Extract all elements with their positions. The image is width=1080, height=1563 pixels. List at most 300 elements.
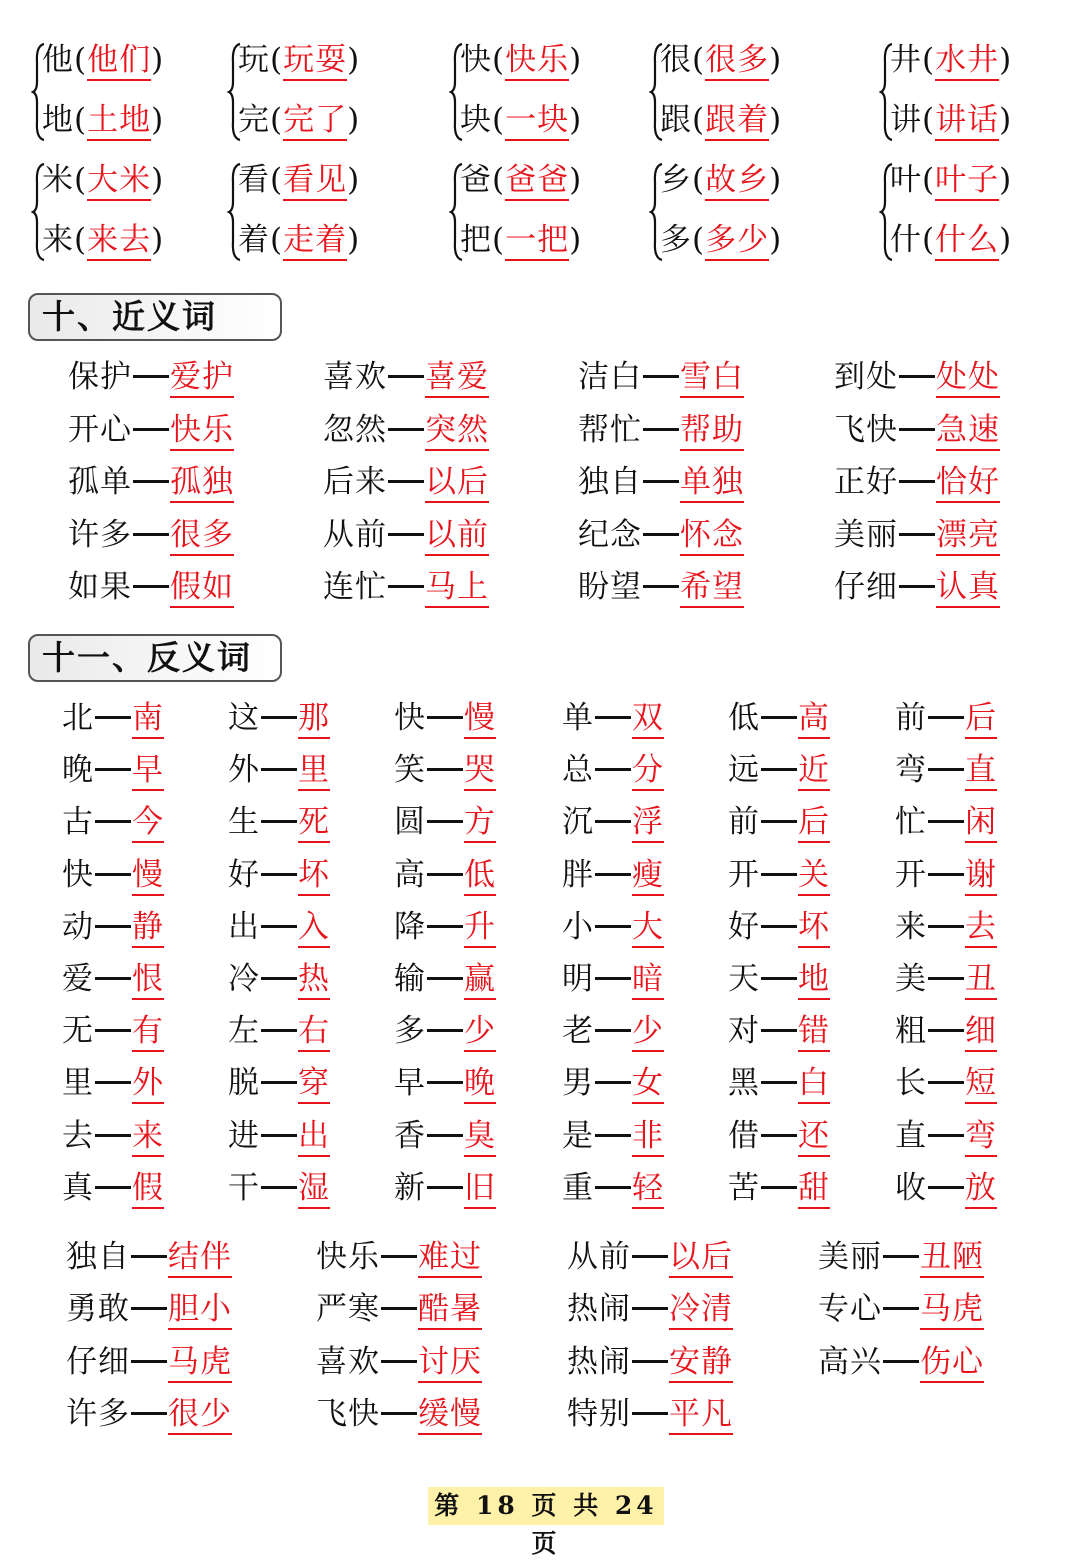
synonym-pair	[834, 409, 1000, 451]
answer-word: 伤心	[920, 1344, 984, 1383]
char-pair-row	[42, 100, 164, 140]
dash-separator	[133, 585, 169, 588]
word: 干	[228, 1169, 260, 1206]
answer-word: 今	[132, 804, 164, 843]
dash-separator	[427, 1186, 463, 1189]
dash-separator	[95, 820, 131, 823]
synonym-pair	[834, 461, 1000, 503]
dash-separator	[261, 716, 297, 719]
dash-separator	[595, 1081, 631, 1084]
answer-word: 以后	[669, 1239, 733, 1278]
answer-word: 慢	[464, 700, 496, 739]
dash-separator	[95, 873, 131, 876]
base-char: 他	[42, 42, 74, 78]
dash-separator	[899, 585, 935, 588]
answer-word: 叶子	[935, 162, 999, 201]
dash-separator	[761, 1134, 797, 1137]
word: 从前	[567, 1239, 631, 1275]
close-paren: )	[769, 162, 783, 198]
antonym-pair	[562, 1115, 664, 1157]
answer-word: 升	[464, 909, 496, 948]
dash-separator	[928, 1134, 964, 1137]
dash-separator	[261, 925, 297, 928]
word: 真	[62, 1169, 94, 1206]
antonym-word-pair	[818, 1236, 984, 1278]
dash-separator	[883, 1307, 919, 1310]
answer-word: 玩耍	[283, 42, 347, 81]
synonym-pair	[68, 461, 234, 503]
antonym-pair	[62, 1010, 164, 1052]
word: 许多	[66, 1395, 130, 1432]
answer-word: 什么	[935, 222, 999, 261]
antonym-pair	[62, 801, 164, 843]
dash-separator	[261, 1134, 297, 1137]
word: 高兴	[818, 1343, 882, 1380]
answer-word: 南	[132, 700, 164, 739]
base-char: 什	[890, 222, 922, 258]
word: 忙	[895, 804, 927, 841]
answer-word: 马虎	[920, 1291, 984, 1330]
antonym-pair	[228, 1167, 330, 1209]
close-paren: )	[151, 42, 165, 78]
dash-separator	[632, 1412, 668, 1415]
synonym-pair	[834, 356, 1000, 398]
section-title-antonyms: 十一、反义词	[28, 634, 282, 682]
dash-separator	[133, 428, 169, 431]
answer-word: 还	[798, 1118, 830, 1157]
answer-word: 关	[798, 857, 830, 896]
answer-word: 很少	[168, 1396, 232, 1435]
dash-separator	[95, 1029, 131, 1032]
char-pair-group	[650, 160, 840, 264]
answer-word: 丑	[965, 961, 997, 1000]
word: 收	[895, 1169, 927, 1206]
open-paren: (	[74, 222, 88, 258]
char-pair-row	[238, 220, 360, 260]
word: 借	[728, 1117, 760, 1154]
antonym-pair	[728, 1010, 830, 1052]
word: 帮忙	[578, 411, 642, 448]
answer-word: 大米	[87, 162, 151, 201]
close-paren: )	[569, 42, 583, 78]
char-pair-row	[660, 160, 782, 200]
answer-word: 酷暑	[418, 1291, 482, 1330]
antonym-word-pair	[316, 1393, 482, 1435]
dash-separator	[427, 1029, 463, 1032]
answer-word: 故乡	[705, 162, 769, 201]
char-pair-row	[238, 40, 360, 80]
char-pair-group	[880, 160, 1070, 264]
char-pair-group	[450, 40, 640, 144]
word: 开心	[68, 411, 132, 448]
word: 前	[728, 804, 760, 841]
open-paren: (	[692, 42, 706, 78]
synonym-pair	[834, 514, 1000, 556]
word: 新	[394, 1169, 426, 1206]
word: 胖	[562, 856, 594, 893]
dash-separator	[381, 1307, 417, 1310]
word: 出	[228, 908, 260, 945]
word: 多	[394, 1013, 426, 1050]
word: 笑	[394, 752, 426, 789]
open-paren: (	[492, 222, 506, 258]
dash-separator	[928, 768, 964, 771]
antonym-pair	[394, 1010, 496, 1052]
answer-word: 右	[298, 1013, 330, 1052]
dash-separator	[427, 1134, 463, 1137]
dash-separator	[761, 873, 797, 876]
answer-word: 瘦	[632, 857, 664, 896]
dash-separator	[928, 716, 964, 719]
dash-separator	[595, 1186, 631, 1189]
answer-word: 坏	[298, 857, 330, 896]
open-paren: (	[692, 162, 706, 198]
word: 连忙	[323, 569, 387, 605]
synonym-pair	[68, 566, 234, 608]
synonym-pair	[578, 409, 744, 451]
answer-word: 高	[798, 700, 830, 739]
word: 沉	[562, 804, 594, 841]
word: 来	[895, 908, 927, 945]
antonym-pair	[562, 749, 664, 791]
answer-word: 弯	[965, 1118, 997, 1157]
answer-word: 那	[298, 700, 330, 739]
antonym-word-pair	[818, 1341, 984, 1383]
dash-separator	[381, 1412, 417, 1415]
antonym-pair	[728, 1062, 830, 1104]
dash-separator	[388, 480, 424, 483]
word: 对	[728, 1013, 760, 1050]
dash-separator	[131, 1307, 167, 1310]
antonym-pair	[895, 1115, 997, 1157]
dash-separator	[131, 1412, 167, 1415]
antonym-pair	[562, 801, 664, 843]
answer-word: 旧	[464, 1170, 496, 1209]
dash-separator	[95, 1186, 131, 1189]
close-paren: )	[347, 102, 361, 138]
dash-separator	[928, 1186, 964, 1189]
answer-word: 出	[298, 1118, 330, 1157]
dash-separator	[632, 1307, 668, 1310]
dash-separator	[761, 768, 797, 771]
antonym-pair	[562, 854, 664, 896]
word: 直	[895, 1117, 927, 1154]
base-char: 讲	[890, 102, 922, 138]
char-pair-row	[42, 40, 164, 80]
dash-separator	[131, 1255, 167, 1258]
answer-word: 雪白	[680, 359, 744, 398]
base-char: 地	[42, 102, 74, 138]
word: 古	[62, 804, 94, 841]
word: 远	[728, 752, 760, 789]
open-paren: (	[492, 162, 506, 198]
word: 冷	[228, 961, 260, 997]
word: 总	[562, 752, 594, 789]
dash-separator	[388, 533, 424, 536]
dash-separator	[95, 925, 131, 928]
close-paren: )	[769, 102, 783, 138]
antonym-pair	[562, 1062, 664, 1104]
open-paren: (	[922, 102, 936, 138]
answer-word: 孤独	[170, 464, 234, 503]
antonym-pair	[62, 1167, 164, 1209]
close-paren: )	[999, 222, 1013, 258]
page-footer: 第 18 页 共 24 页	[428, 1487, 664, 1525]
dash-separator	[883, 1360, 919, 1363]
answer-word: 很多	[170, 517, 234, 556]
dash-separator	[761, 820, 797, 823]
dash-separator	[899, 375, 935, 378]
antonym-pair	[62, 749, 164, 791]
dash-separator	[761, 977, 797, 980]
base-char: 跟	[660, 102, 692, 138]
base-char: 米	[42, 162, 74, 198]
close-paren: )	[347, 42, 361, 78]
word: 粗	[895, 1013, 927, 1050]
answer-word: 多少	[705, 222, 769, 261]
dash-separator	[381, 1255, 417, 1258]
answer-word: 来去	[87, 222, 151, 261]
answer-word: 后	[798, 804, 830, 843]
answer-word: 轻	[632, 1170, 664, 1209]
antonym-pair	[228, 1115, 330, 1157]
answer-word: 少	[464, 1013, 496, 1052]
dash-separator	[95, 1081, 131, 1084]
answer-word: 马上	[425, 569, 489, 608]
close-paren: )	[569, 162, 583, 198]
dash-separator	[761, 1029, 797, 1032]
antonym-pair	[228, 854, 330, 896]
answer-word: 少	[632, 1013, 664, 1052]
answer-word: 谢	[965, 857, 997, 896]
synonym-pair	[323, 566, 489, 608]
answer-word: 水井	[935, 42, 999, 81]
synonym-pair	[578, 461, 744, 503]
antonym-pair	[562, 697, 664, 739]
dash-separator	[427, 820, 463, 823]
close-paren: )	[999, 162, 1013, 198]
dash-separator	[427, 716, 463, 719]
word: 勇敢	[66, 1291, 130, 1328]
char-pair-group	[228, 160, 418, 264]
answer-word: 赢	[464, 961, 496, 1000]
answer-word: 结伴	[168, 1239, 232, 1278]
open-paren: (	[922, 162, 936, 198]
close-paren: )	[151, 162, 165, 198]
open-paren: (	[74, 162, 88, 198]
word: 北	[62, 700, 94, 736]
dash-separator	[131, 1360, 167, 1363]
answer-word: 女	[632, 1065, 664, 1104]
antonym-word-pair	[316, 1288, 482, 1330]
char-pair-row	[238, 160, 360, 200]
answer-word: 单独	[680, 464, 744, 503]
open-paren: (	[270, 222, 284, 258]
dash-separator	[643, 428, 679, 431]
word: 单	[562, 700, 594, 736]
antonym-pair	[728, 958, 830, 1000]
word: 晚	[62, 752, 94, 789]
antonym-word-pair	[567, 1393, 733, 1435]
synonym-pair	[323, 514, 489, 556]
antonym-word-pair	[66, 1393, 232, 1435]
dash-separator	[595, 820, 631, 823]
word: 进	[228, 1117, 260, 1154]
word: 重	[562, 1169, 594, 1206]
answer-word: 地	[798, 961, 830, 1000]
antonym-pair	[228, 801, 330, 843]
word: 快	[62, 856, 94, 893]
base-char: 很	[660, 42, 692, 78]
word: 仔细	[66, 1343, 130, 1380]
answer-word: 一块	[505, 102, 569, 141]
dash-separator	[643, 480, 679, 483]
close-paren: )	[151, 222, 165, 258]
word: 小	[562, 908, 594, 945]
answer-word: 暗	[632, 961, 664, 1000]
answer-word: 漂亮	[936, 517, 1000, 556]
synonym-pair	[578, 514, 744, 556]
synonym-pair	[323, 461, 489, 503]
answer-word: 去	[965, 909, 997, 948]
answer-word: 静	[132, 909, 164, 948]
antonym-pair	[228, 697, 330, 739]
dash-separator	[595, 1029, 631, 1032]
word: 正好	[834, 464, 898, 500]
dash-separator	[261, 977, 297, 980]
answer-word: 处处	[936, 359, 1000, 398]
char-pair-group	[650, 40, 840, 144]
answer-word: 平凡	[669, 1396, 733, 1435]
dash-separator	[928, 1029, 964, 1032]
antonym-pair	[895, 1167, 997, 1209]
answer-word: 死	[298, 804, 330, 843]
antonym-pair	[895, 906, 997, 948]
word: 热闹	[567, 1343, 631, 1380]
word: 喜欢	[316, 1343, 380, 1380]
word: 低	[728, 700, 760, 736]
antonym-pair	[228, 1010, 330, 1052]
answer-word: 土地	[87, 102, 151, 141]
answer-word: 短	[965, 1065, 997, 1104]
dash-separator	[388, 585, 424, 588]
antonym-pair	[728, 749, 830, 791]
antonym-word-pair	[567, 1236, 733, 1278]
answer-word: 双	[632, 700, 664, 739]
dash-separator	[595, 873, 631, 876]
char-pair-row	[42, 220, 164, 260]
antonym-pair	[895, 854, 997, 896]
char-pair-group	[32, 160, 222, 264]
dash-separator	[595, 977, 631, 980]
antonym-pair	[562, 1167, 664, 1209]
antonym-pair	[62, 854, 164, 896]
answer-word: 热	[298, 961, 330, 1000]
answer-word: 很多	[705, 42, 769, 81]
antonym-pair	[562, 958, 664, 1000]
word: 快	[394, 700, 426, 736]
base-char: 快	[460, 42, 492, 78]
antonym-pair	[394, 1115, 496, 1157]
base-char: 多	[660, 222, 692, 258]
word: 好	[728, 908, 760, 945]
dash-separator	[388, 428, 424, 431]
word: 高	[394, 856, 426, 893]
antonym-pair	[728, 854, 830, 896]
synonym-pair	[323, 409, 489, 451]
dash-separator	[928, 1081, 964, 1084]
open-paren: (	[492, 42, 506, 78]
answer-word: 大	[632, 909, 664, 948]
word: 这	[228, 700, 260, 736]
antonym-pair	[895, 801, 997, 843]
antonym-pair	[62, 1062, 164, 1104]
word: 后来	[323, 464, 387, 500]
word: 盼望	[578, 569, 642, 605]
answer-word: 闲	[965, 804, 997, 843]
answer-word: 晚	[464, 1065, 496, 1104]
word: 爱	[62, 961, 94, 997]
char-pair-row	[660, 100, 782, 140]
answer-word: 难过	[418, 1239, 482, 1278]
char-pair-row	[238, 100, 360, 140]
answer-word: 穿	[298, 1065, 330, 1104]
antonym-pair	[728, 697, 830, 739]
dash-separator	[899, 480, 935, 483]
dash-separator	[883, 1255, 919, 1258]
answer-word: 放	[965, 1170, 997, 1209]
dash-separator	[261, 1081, 297, 1084]
close-paren: )	[999, 42, 1013, 78]
word: 严寒	[316, 1291, 380, 1328]
word: 开	[895, 856, 927, 893]
antonym-pair	[728, 1115, 830, 1157]
antonym-pair	[394, 854, 496, 896]
close-paren: )	[151, 102, 165, 138]
answer-word: 快乐	[505, 42, 569, 81]
base-char: 着	[238, 222, 270, 258]
word: 如果	[68, 569, 132, 605]
char-pair-row	[890, 220, 1012, 260]
dash-separator	[899, 428, 935, 431]
answer-word: 错	[798, 1013, 830, 1052]
word: 仔细	[834, 569, 898, 605]
open-paren: (	[692, 222, 706, 258]
word: 保护	[68, 359, 132, 395]
word: 天	[728, 961, 760, 997]
dash-separator	[261, 820, 297, 823]
char-pair-group	[450, 160, 640, 264]
char-pair-group	[228, 40, 418, 144]
antonym-word-pair	[66, 1288, 232, 1330]
word: 香	[394, 1117, 426, 1154]
dash-separator	[427, 873, 463, 876]
word: 热闹	[567, 1291, 631, 1328]
answer-word: 跟着	[705, 102, 769, 141]
base-char: 把	[460, 222, 492, 258]
synonym-pair	[578, 566, 744, 608]
open-paren: (	[692, 102, 706, 138]
answer-word: 外	[132, 1065, 164, 1104]
antonym-word-pair	[316, 1341, 482, 1383]
word: 喜欢	[323, 359, 387, 395]
word: 开	[728, 856, 760, 893]
dash-separator	[261, 1186, 297, 1189]
word: 独自	[578, 464, 642, 500]
base-char: 井	[890, 42, 922, 78]
answer-word: 喜爱	[425, 359, 489, 398]
base-char: 玩	[238, 42, 270, 78]
